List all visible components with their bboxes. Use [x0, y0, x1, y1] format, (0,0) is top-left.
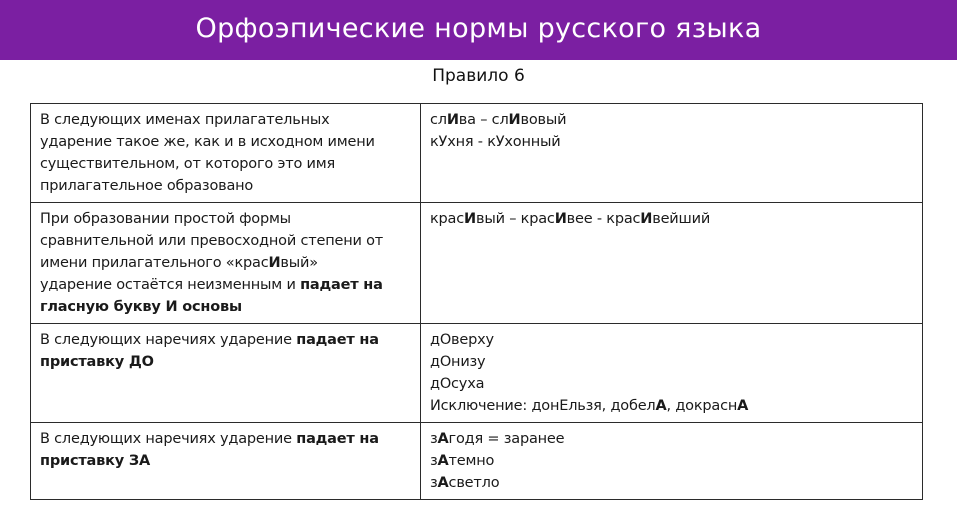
rule-row — [31, 324, 923, 423]
rule-description-cell — [31, 203, 421, 324]
text-line: Исключение: донЕльзя, добелА, докраснА — [430, 398, 749, 414]
text-line: зАтемно — [430, 453, 495, 469]
rule-examples-cell — [421, 324, 923, 423]
text-line: В следующих наречиях ударение падает на — [40, 431, 379, 447]
text-line: В следующих наречиях ударение падает на — [40, 332, 379, 348]
text-line: дОверху — [430, 332, 494, 348]
text-line: зАсветло — [430, 475, 500, 491]
text-line: дОнизу — [430, 354, 486, 370]
text-line: приставку ДО — [40, 354, 154, 370]
rule-row — [31, 423, 923, 500]
page-title: Орфоэпические нормы русского языка — [195, 12, 762, 44]
rules-table-body — [31, 104, 923, 500]
rules-table — [30, 103, 923, 500]
rule-description-cell — [31, 104, 421, 203]
text-line: зАгодя = заранее — [430, 431, 565, 447]
text-line: существительном, от которого это имя — [40, 156, 336, 172]
rule-description-cell — [31, 324, 421, 423]
rule-examples-cell — [421, 203, 923, 324]
text-line: ударение такое же, как и в исходном имени — [40, 134, 375, 150]
text-line: прилагательное образовано — [40, 178, 254, 194]
text-line: ударение остаётся неизменным и падает на — [40, 277, 383, 293]
text-line: красИвый – красИвее - красИвейший — [430, 211, 711, 227]
text-line: При образовании простой формы — [40, 211, 291, 227]
rule-description-cell — [31, 423, 421, 500]
text-line: сравнительной или превосходной степени от — [40, 233, 384, 249]
text-line: имени прилагательного «красИвый» — [40, 255, 318, 271]
text-line: кУхня - кУхонный — [430, 134, 561, 150]
text-line: слИва – слИвовый — [430, 112, 567, 128]
title-banner — [0, 0, 957, 60]
text-line: гласную букву И основы — [40, 299, 242, 315]
rule-examples-cell — [421, 104, 923, 203]
text-line: приставку ЗА — [40, 453, 150, 469]
rule-row — [31, 104, 923, 203]
rule-subtitle: Правило 6 — [432, 66, 525, 86]
rule-row — [31, 203, 923, 324]
text-line: В следующих именах прилагательных — [40, 112, 330, 128]
text-line: дОсуха — [430, 376, 485, 392]
rule-examples-cell — [421, 423, 923, 500]
